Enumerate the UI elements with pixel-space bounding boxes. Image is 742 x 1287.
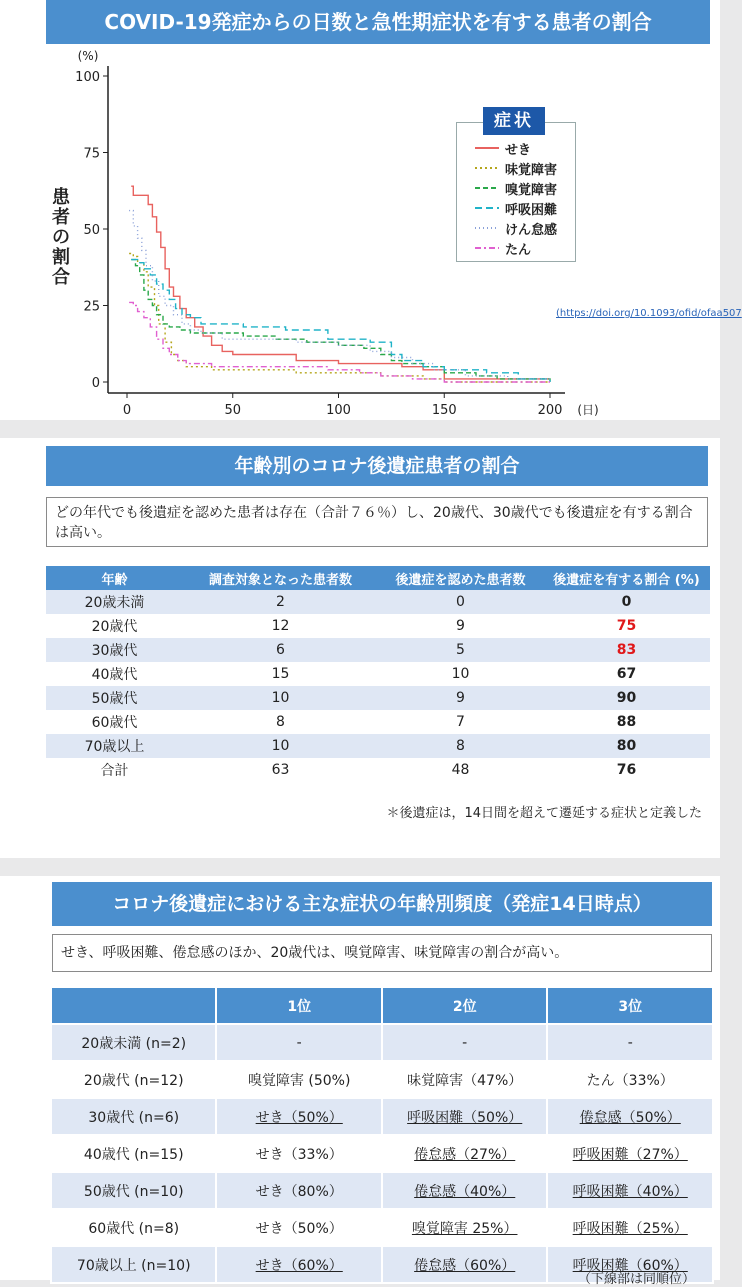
table-row — [51, 1172, 713, 1209]
rank-1-text: せき（60%） — [255, 1257, 343, 1274]
rank-2-text: 呼吸困難（50%） — [407, 1109, 523, 1126]
rank-1-cell — [216, 1098, 382, 1135]
symptom-rank-title: コロナ後遺症における主な症状の年齢別頻度（発症14日時点） — [52, 882, 712, 926]
rank-1-text: せき（50%） — [255, 1109, 343, 1126]
rank-2-cell — [382, 1135, 548, 1172]
surveyed-cell: 2 — [183, 590, 378, 614]
y-tick-label: 0 — [91, 376, 100, 391]
header-rank-3: 3位 — [547, 987, 713, 1024]
line-chart — [0, 0, 720, 420]
rank-1-cell: せき（33%） — [216, 1135, 382, 1172]
legend-label: せき — [505, 142, 532, 158]
table-row — [51, 1024, 713, 1061]
legend-swatch — [475, 204, 499, 212]
rank-2-cell — [382, 1172, 548, 1209]
header-with-sequelae: 後遺症を認めた患者数 — [378, 566, 543, 590]
x-tick-label: 100 — [326, 403, 351, 418]
legend-title: 症状 — [483, 107, 545, 135]
age-cell: 20歳代 (n=12) — [51, 1061, 216, 1098]
age-cell: 60歳代 — [91, 715, 138, 731]
ratio-cell: 80 — [543, 734, 710, 758]
surveyed-cell: 15 — [271, 666, 290, 682]
table-row — [46, 614, 710, 638]
rank-1-cell: せき（50%） — [216, 1209, 382, 1246]
rank-2-text: 倦怠感（60%） — [414, 1257, 516, 1274]
legend-item — [475, 179, 557, 197]
symptom-rank-table — [50, 986, 714, 1284]
legend-swatch — [475, 144, 499, 152]
chart-panel — [0, 0, 742, 420]
age-ratio-note: どの年代でも後遺症を認めた患者は存在（合計７６％）し、20歳代、30歳代でも後遺症を有する割合は高い。 — [46, 497, 708, 547]
with-cell: 9 — [456, 618, 465, 634]
x-unit-label: (日) — [577, 403, 599, 417]
y-tick-label: 75 — [83, 146, 100, 162]
rank-2-cell — [382, 1098, 548, 1135]
surveyed-cell: 10 — [183, 734, 378, 758]
legend-label: 嗅覚障害 — [505, 182, 558, 198]
surveyed-cell: 63 — [271, 762, 290, 778]
with-cell: 8 — [378, 734, 543, 758]
age-cell: 60歳代 (n=8) — [51, 1209, 216, 1246]
rank-1-cell: 嗅覚障害 (50%) — [216, 1061, 382, 1098]
legend-label: たん — [505, 242, 532, 258]
with-cell: 9 — [378, 686, 543, 710]
with-cell: 5 — [378, 638, 543, 662]
header-rank-1: 1位 — [216, 987, 382, 1024]
rank-3-text: 呼吸困難（40%） — [572, 1183, 688, 1200]
legend-swatch — [475, 224, 499, 232]
legend-label: けん怠感 — [505, 222, 558, 238]
legend-swatch — [475, 164, 499, 172]
age-cell: 40歳代 (n=15) — [51, 1135, 216, 1172]
ratio-cell: 76 — [616, 762, 637, 778]
header-surveyed: 調査対象となった患者数 — [183, 566, 378, 590]
age-cell: 20歳未満 (n=2) — [51, 1024, 216, 1061]
table-row — [46, 662, 710, 686]
rank-3-text: 呼吸困難（25%） — [572, 1220, 688, 1237]
rank-1-cell: せき（80%） — [216, 1172, 382, 1209]
age-cell: 70歳以上 — [46, 734, 183, 758]
legend-item — [475, 239, 531, 257]
rank-2-cell: - — [382, 1024, 548, 1061]
ratio-cell: 75 — [616, 618, 637, 634]
age-cell: 50歳代 (n=10) — [51, 1172, 216, 1209]
table-row — [46, 638, 710, 662]
surveyed-cell: 12 — [271, 618, 290, 634]
legend-label: 呼吸困難 — [505, 202, 558, 218]
with-cell: 7 — [456, 714, 465, 730]
age-cell: 30歳代 (n=6) — [51, 1098, 216, 1135]
rank-3-cell: たん（33%） — [547, 1061, 713, 1098]
y-axis-title: 患者の割合 — [52, 187, 70, 288]
legend-label: 味覚障害 — [505, 162, 558, 178]
rank-3-cell — [547, 1209, 713, 1246]
with-cell: 48 — [451, 762, 470, 778]
age-cell: 70歳以上 (n=10) — [51, 1246, 216, 1283]
rank-2-text: 倦怠感（40%） — [414, 1183, 516, 1200]
rank-3-cell — [547, 1098, 713, 1135]
x-tick-label: 0 — [122, 403, 132, 418]
rank-2-cell: 味覚障害（47%） — [382, 1061, 548, 1098]
table-row — [46, 710, 710, 734]
age-cell: 50歳代 — [46, 686, 183, 710]
ratio-cell: 83 — [543, 638, 710, 662]
rank-3-text: 倦怠感（50%） — [579, 1109, 681, 1126]
age-ratio-panel — [0, 438, 720, 858]
ratio-cell: 0 — [543, 590, 710, 614]
rank-1-cell: - — [216, 1024, 382, 1061]
symptom-rank-footnote: （下線部は同順位） — [578, 1272, 696, 1287]
rank-1-cell — [216, 1246, 382, 1283]
table-row — [46, 734, 710, 758]
rank-3-cell — [547, 1172, 713, 1209]
y-tick-label: 50 — [83, 223, 100, 238]
rank-3-text: 呼吸困難（27%） — [572, 1146, 688, 1163]
source-link[interactable]: (https://doi.org/10.1093/ofid/ofaa507 — [556, 308, 742, 319]
rank-3-cell: - — [547, 1024, 713, 1061]
age-cell: 20歳未満 — [46, 590, 183, 614]
header-rank-2: 2位 — [382, 987, 548, 1024]
table-row — [51, 1209, 713, 1246]
legend-swatch — [475, 244, 499, 252]
ratio-cell: 90 — [543, 686, 710, 710]
ratio-cell: 88 — [616, 714, 637, 730]
rank-3-cell — [547, 1135, 713, 1172]
rank-2-text: 倦怠感（27%） — [414, 1146, 516, 1163]
table-row — [51, 1061, 713, 1098]
header-age: 年齢 — [46, 566, 183, 590]
legend-item — [475, 139, 531, 157]
table-row — [51, 1098, 713, 1135]
table-row-total — [46, 758, 710, 782]
y-unit-label: (%) — [77, 49, 99, 63]
rank-2-text: 嗅覚障害 25%） — [411, 1220, 518, 1237]
age-ratio-footnote: ＊後遺症は，14日間を超えて遷延する症状と定義した — [386, 806, 702, 821]
legend-swatch — [475, 184, 499, 192]
age-cell: 40歳代 — [91, 667, 138, 683]
table-row — [46, 590, 710, 614]
chart-legend — [456, 111, 576, 262]
age-ratio-table — [46, 566, 710, 782]
legend-item — [475, 159, 557, 177]
x-tick-label: 50 — [224, 403, 242, 418]
surveyed-cell: 8 — [276, 714, 285, 730]
with-cell: 10 — [451, 666, 470, 682]
age-cell: 合計 — [100, 763, 129, 779]
x-tick-label: 200 — [537, 403, 563, 418]
header-ratio: 後遺症を有する割合 (%) — [543, 566, 710, 590]
symptom-rank-panel — [0, 876, 720, 1287]
chart-title: COVID-19発症からの日数と急性期症状を有する患者の割合 — [46, 0, 710, 44]
surveyed-cell: 10 — [183, 686, 378, 710]
surveyed-cell: 6 — [183, 638, 378, 662]
rank-2-cell — [382, 1246, 548, 1283]
rank-2-cell — [382, 1209, 548, 1246]
age-ratio-title: 年齢別のコロナ後遺症患者の割合 — [46, 446, 708, 486]
age-cell: 30歳代 — [46, 638, 183, 662]
table-row — [46, 686, 710, 710]
y-tick-label: 100 — [75, 70, 100, 85]
rank-3-text: 呼吸困難（60%） — [572, 1257, 688, 1274]
x-tick-label: 150 — [431, 403, 457, 418]
legend-item — [475, 219, 557, 237]
table-row — [51, 1135, 713, 1172]
symptom-rank-note: せき、呼吸困難、倦怠感のほか、20歳代は、嗅覚障害、味覚障害の割合が高い。 — [52, 934, 712, 972]
ratio-cell: 67 — [616, 666, 637, 682]
y-tick-label: 25 — [83, 299, 100, 315]
age-cell: 20歳代 — [91, 619, 138, 635]
legend-item — [475, 199, 557, 217]
header-age — [51, 987, 216, 1024]
with-cell: 0 — [378, 590, 543, 614]
